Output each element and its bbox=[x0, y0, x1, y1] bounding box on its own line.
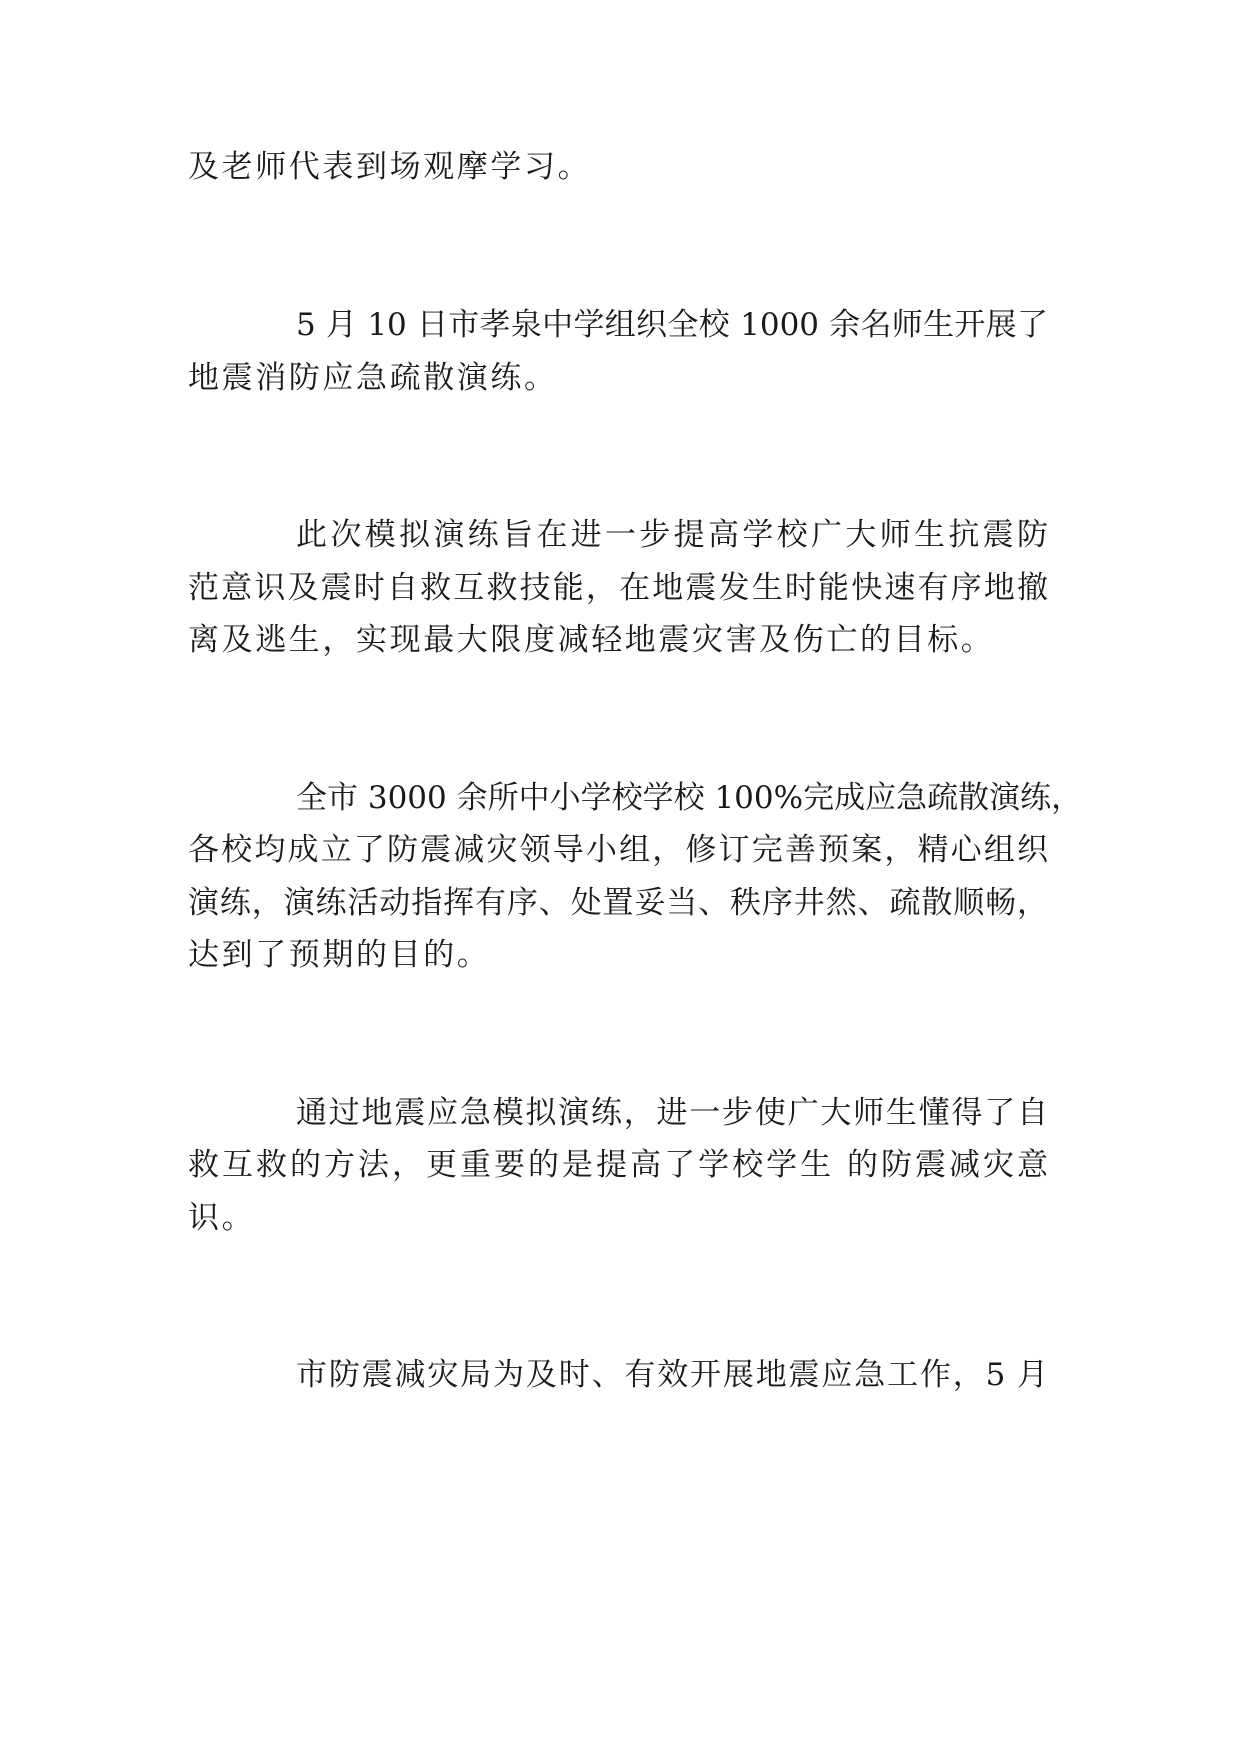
paragraph-4-line-2: 各校均成立了防震减灾领导小组，修订完善预案，精心组织 bbox=[188, 832, 1048, 868]
paragraph-5-line-3: 识。 bbox=[188, 1200, 256, 1236]
paragraph-5-line-2: 救互救的方法，更重要的是提高了学校学生 的防震减灾意 bbox=[188, 1147, 1048, 1183]
paragraph-2-line-1: 5 月 10 日市孝泉中学组织全校 1000 余名师生开展了 bbox=[296, 307, 1048, 343]
paragraph-6-line-1: 市防震减灾局为及时、有效开展地震应急工作，5 月 bbox=[296, 1357, 1048, 1393]
paragraph-3-line-3: 离及逃生，实现最大限度减轻地震灾害及伤亡的目标。 bbox=[188, 622, 995, 658]
paragraph-4-line-3: 演练，演练活动指挥有序、处置妥当、秩序井然、疏散顺畅， bbox=[188, 885, 1048, 921]
paragraph-3-line-1: 此次模拟演练旨在进一步提高学校广大师生抗震防 bbox=[296, 517, 1048, 553]
paragraph-1-line-1: 及老师代表到场观摩学习。 bbox=[188, 149, 592, 185]
paragraph-4-line-1: 全市 3000 余所中小学校学校 100%完成应急疏散演练， bbox=[296, 780, 1083, 816]
paragraph-5-line-1: 通过地震应急模拟演练，进一步使广大师生懂得了自 bbox=[296, 1095, 1048, 1131]
paragraph-3-line-2: 范意识及震时自救互救技能，在地震发生时能快速有序地撤 bbox=[188, 570, 1048, 606]
paragraph-2-line-2: 地震消防应急疏散演练。 bbox=[188, 360, 558, 396]
paragraph-4-line-4: 达到了预期的目的。 bbox=[188, 937, 491, 973]
